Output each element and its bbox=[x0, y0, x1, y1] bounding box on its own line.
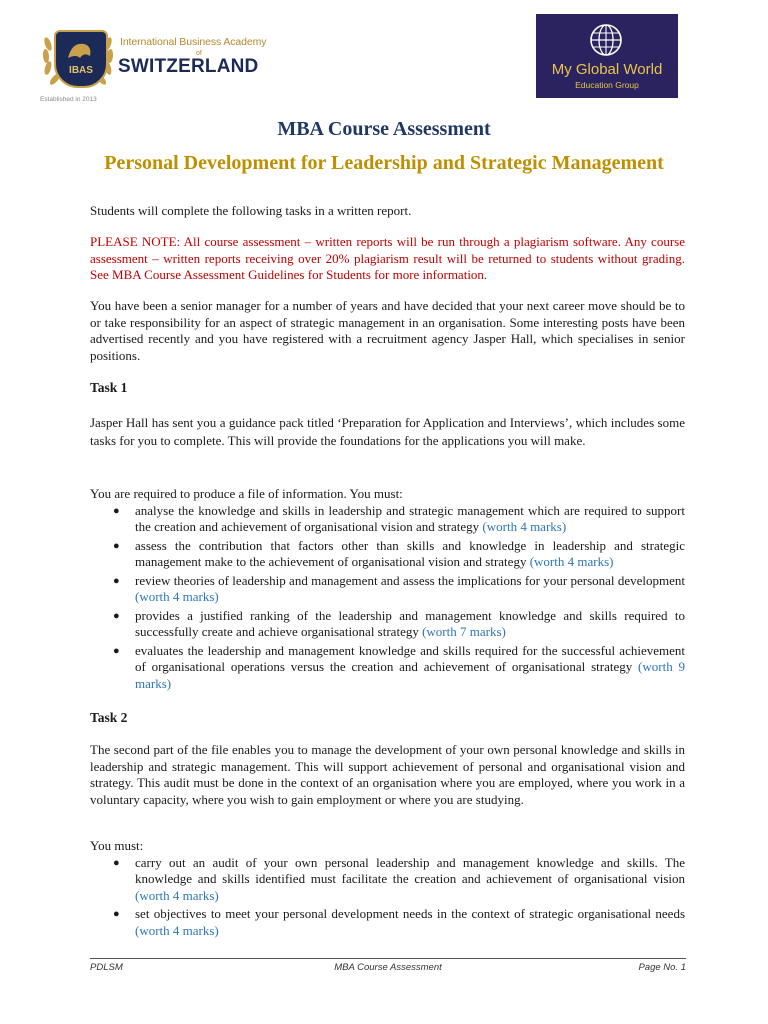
task1-list bbox=[90, 503, 685, 693]
footer-divider bbox=[90, 958, 686, 959]
task1-paragraph: Jasper Hall has sent you a guidance pack titled ‘Preparation for Application and Interviews’, which includes some tasks for you to complete. This will provide the foundations for the applications you will make. bbox=[90, 415, 685, 448]
marks-label: (worth 7 marks) bbox=[422, 624, 506, 639]
ibas-name-line2: SWITZERLAND bbox=[118, 56, 259, 77]
task2-heading: Task 2 bbox=[90, 710, 128, 725]
list-item bbox=[90, 573, 685, 606]
notice-paragraph: PLEASE NOTE: All course assessment – written reports will be run through a plagiarism software. Any course assessment – written reports receiving over 20% plagiarism result will be returned to students without grading. See MBA Course Assessment Guidelines for Students for more information. bbox=[90, 234, 685, 282]
list-item bbox=[90, 906, 685, 939]
ibas-logo bbox=[38, 24, 288, 106]
list-item-text: assess the contribution that factors other than skills and knowledge in leadership and strategic management make to the achievement of organisational vision and strategy bbox=[135, 537, 685, 569]
list-item-text: provides a justified ranking of the leadership and management knowledge and skills required to successfully create and achieve organisational strategy bbox=[135, 607, 685, 639]
footer-title: MBA Course Assessment bbox=[334, 962, 442, 973]
task2-lead: You must: bbox=[90, 838, 144, 853]
list-item-text: review theories of leadership and management and assess the implications for your personal development bbox=[135, 572, 685, 588]
plagiarism-notice bbox=[90, 234, 685, 284]
task1-heading: Task 1 bbox=[90, 380, 128, 395]
task1-heading-block bbox=[90, 380, 685, 397]
task2-list bbox=[90, 855, 685, 940]
scenario-paragraph: You have been a senior manager for a number of years and have decided that your next career move should be to or take responsibility for an aspect of strategic management in an organisation. Some interesting posts have been advertised recently and you have registered with a recruitment agency Jasper Hall, which specialises in senior positions. bbox=[90, 298, 685, 363]
footer-page-number: Page No. 1 bbox=[638, 962, 686, 973]
mgw-subtitle: Education Group bbox=[575, 80, 639, 90]
page-subtitle: Personal Development for Leadership and Strategic Management bbox=[104, 152, 664, 174]
ibas-established: Established in 2013 bbox=[40, 96, 97, 103]
list-item-text: set objectives to meet your personal development needs in the context of strategic organisational needs bbox=[135, 906, 685, 921]
marks-label: (worth 4 marks) bbox=[529, 554, 614, 569]
ibas-shield bbox=[54, 30, 108, 88]
bullet-icon: ● bbox=[113, 856, 120, 869]
list-item bbox=[90, 503, 685, 536]
list-item bbox=[90, 538, 685, 571]
ibas-name-line1: International Business Academy bbox=[120, 36, 267, 48]
marks-label: (worth 4 marks) bbox=[135, 589, 219, 604]
task2-intro-block bbox=[90, 742, 685, 808]
bullet-icon: ● bbox=[113, 539, 120, 552]
list-item bbox=[90, 608, 685, 641]
intro-paragraph: Students will complete the following tasks in a written report. bbox=[90, 203, 412, 218]
scenario-text bbox=[90, 298, 685, 364]
bullet-icon: ● bbox=[113, 644, 120, 657]
list-item bbox=[90, 643, 685, 693]
globe-icon bbox=[588, 22, 624, 58]
task1-lead: You are required to produce a file of information. You must: bbox=[90, 486, 403, 501]
footer-course-code: PDLSM bbox=[90, 962, 123, 973]
bullet-icon: ● bbox=[113, 504, 120, 517]
mgw-logo bbox=[536, 14, 678, 98]
page-title: MBA Course Assessment bbox=[277, 118, 491, 140]
task2-paragraph: The second part of the file enables you to manage the development of your own personal knowledge and skills in leadership and strategic management. This will support achievement of personal and organisational vision and strategy. This audit must be done in the context of an organisation where you are employed, where you work in a voluntary capacity, where you wish to gain employment or where you are studying. bbox=[90, 742, 685, 807]
marks-label: (worth 4 marks) bbox=[135, 922, 219, 938]
list-item-text: analyse the knowledge and skills in leadership and strategic management which are required to support the creation and achievement of organisational vision and strategy bbox=[135, 502, 685, 534]
task2-heading-block bbox=[90, 710, 685, 727]
marks-label: (worth 4 marks) bbox=[135, 887, 219, 903]
lion-crest-icon bbox=[54, 36, 104, 66]
task1-list-block bbox=[90, 486, 685, 694]
task1-intro-block bbox=[90, 414, 685, 450]
bullet-icon: ● bbox=[113, 574, 120, 587]
list-item-text: evaluates the leadership and management knowledge and skills required for the successful achievement of organisational operations versus the creation and achievement of organisational strategy bbox=[135, 642, 685, 674]
ibas-of: of bbox=[196, 50, 202, 57]
list-item-text: carry out an audit of your own personal leadership and management knowledge and skills. The knowledge and skills identified must facilitate the creation and achievement of organisational vision bbox=[135, 854, 685, 886]
task2-list-block bbox=[90, 838, 685, 941]
bullet-icon: ● bbox=[113, 609, 120, 622]
marks-label: (worth 4 marks) bbox=[482, 519, 567, 534]
mgw-title: My Global World bbox=[551, 61, 663, 78]
intro-text bbox=[90, 203, 685, 220]
marks-label: (worth 9 marks) bbox=[135, 659, 685, 691]
list-item bbox=[90, 855, 685, 905]
bullet-icon: ● bbox=[113, 908, 120, 920]
ibas-shield-text: IBAS bbox=[69, 65, 93, 76]
